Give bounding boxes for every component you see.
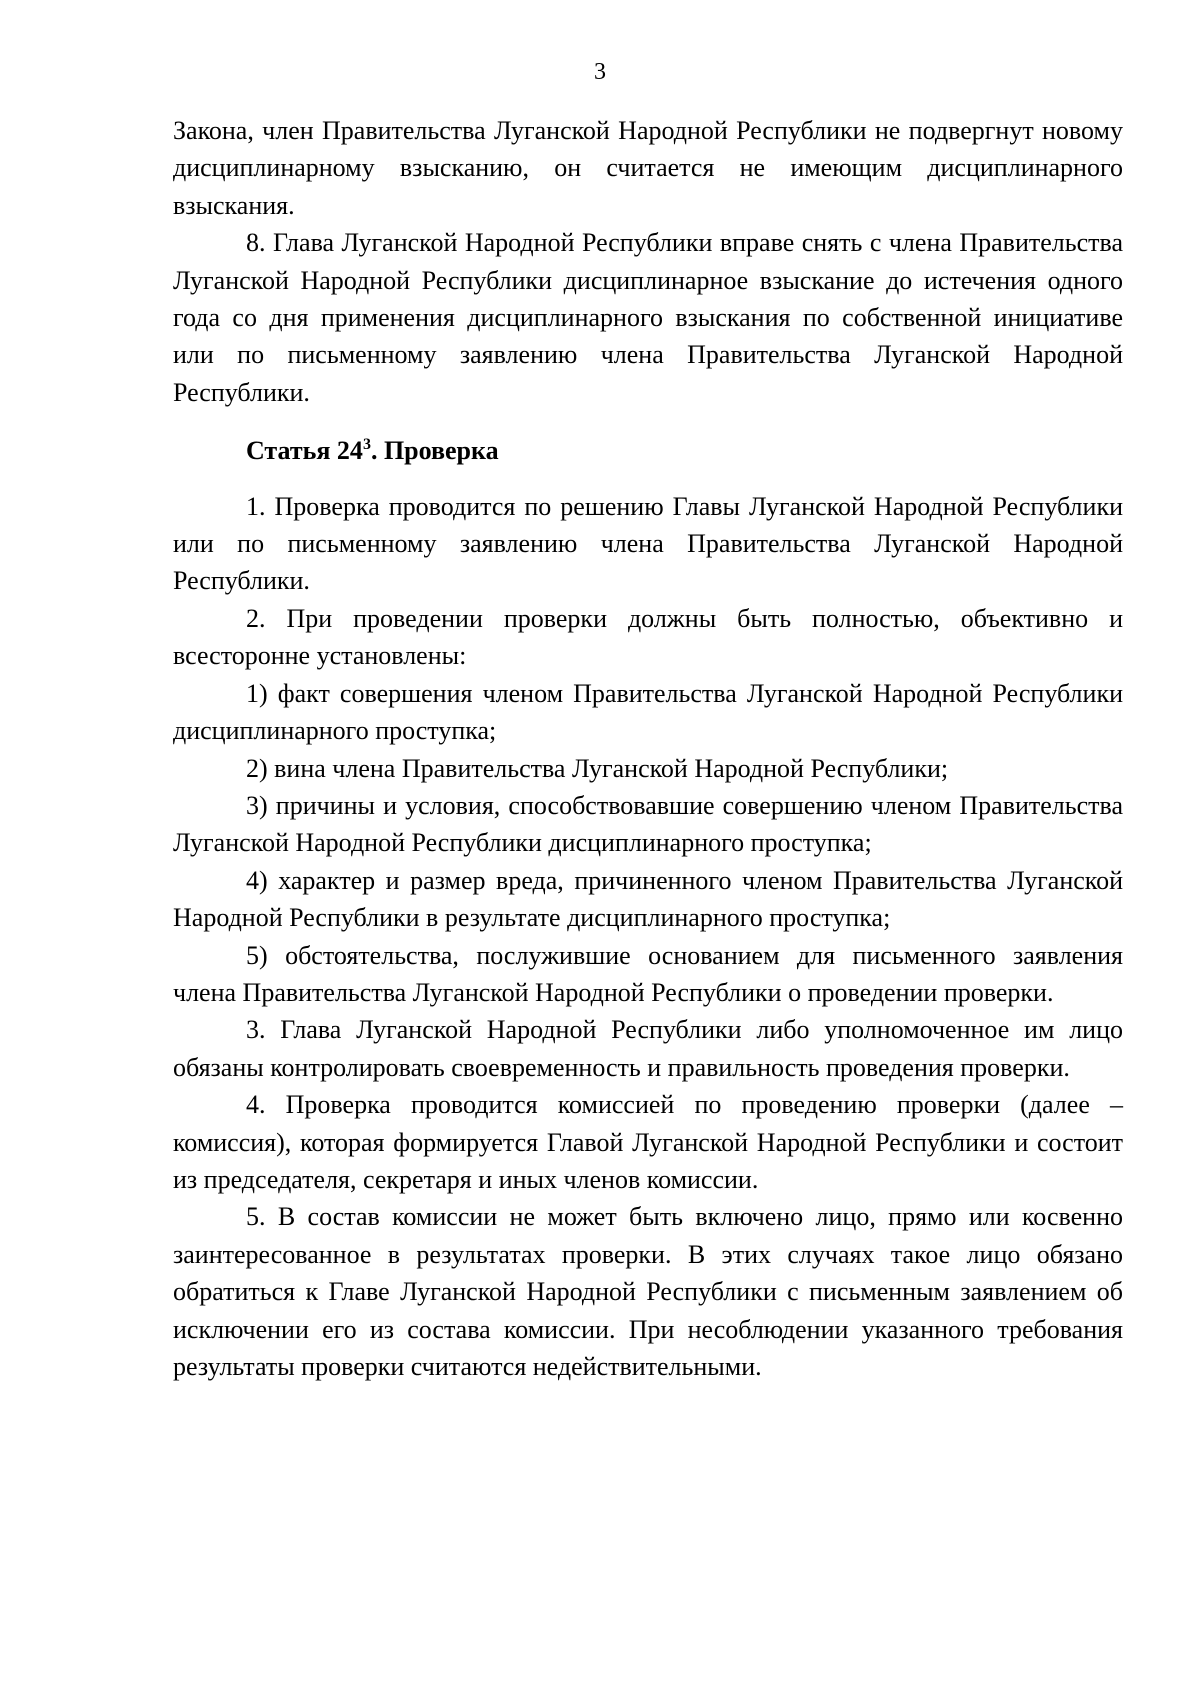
- paragraph-item-1: 1. Проверка проводится по решению Главы Луганской Народной Республики или по письменному заявлению члена Правительства Луганской Народной Республики.: [173, 491, 1123, 596]
- paragraph-item-8: 8. Глава Луганской Народной Республики вправе снять с члена Правительства Луганской Народной Республики дисциплинарное взыскание до истечения одного года со дня применения дисциплинарного взыскания по собственной инициативе или по письменному заявлению члена Правительства Луганской Народной Республики.: [173, 228, 1123, 407]
- paragraph-item-3: 3. Глава Луганской Народной Республики либо уполномоченное им лицо обязаны контролировать своевременность и правильность проведения проверки.: [173, 1015, 1123, 1082]
- page-number: 3: [594, 59, 606, 85]
- subitem-4: 4) характер и размер вреда, причиненного членом Правительства Луганской Народной Республики в результате дисциплинарного проступка;: [173, 865, 1123, 933]
- paragraph-item-4: 4. Проверка проводится комиссией по проведению проверки (далее – комиссия), которая формируется Главой Луганской Народной Республики и состоит из председателя, секретаря и иных членов комиссии.: [173, 1090, 1123, 1194]
- paragraph-item-5: 5. В состав комиссии не может быть включено лицо, прямо или косвенно заинтересованное в результатах проверки. В этих случаях такое лицо обязано обратиться к Главе Луганской Народной Республики с письменным заявлением об исключении его из состава комиссии. При несоблюдении указанного требования результаты проверки считаются недействительными.: [173, 1202, 1123, 1381]
- paragraph-item-2: 2. При проведении проверки должны быть полностью, объективно и всесторонне установлены:: [173, 603, 1123, 671]
- subitem-1: 1) факт совершения членом Правительства Луганской Народной Республики дисциплинарного проступка;: [173, 678, 1123, 746]
- article-heading-prefix: Статья 24: [246, 436, 363, 466]
- article-heading-suffix: . Проверка: [370, 436, 499, 466]
- article-heading-superscript: 3: [362, 436, 371, 454]
- subitem-5: 5) обстоятельства, послужившие основанием для письменного заявления члена Правительства Луганской Народной Республики о проведении проверки.: [173, 940, 1123, 1007]
- article-heading: [173, 432, 1123, 469]
- document-body: [173, 112, 1123, 1385]
- paragraph-continuation: Закона, член Правительства Луганской Народной Республики не подвергнут новому дисциплинарному взысканию, он считается не имеющим дисциплинарного взыскания.: [173, 116, 1123, 220]
- subitem-3: 3) причины и условия, способствовавшие совершению членом Правительства Луганской Народной Республики дисциплинарного проступка;: [173, 790, 1123, 858]
- subitem-2: 2) вина члена Правительства Луганской Народной Республики;: [246, 753, 949, 783]
